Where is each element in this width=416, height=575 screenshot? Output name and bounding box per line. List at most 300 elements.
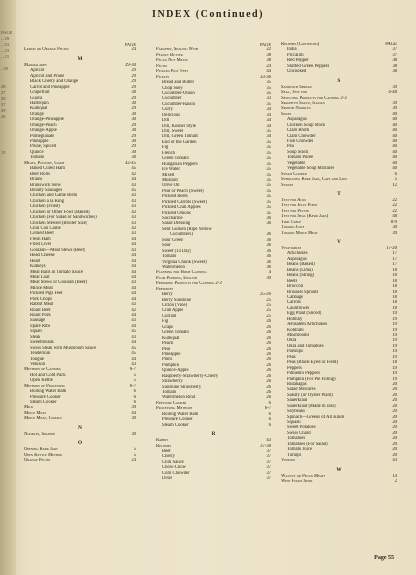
entry-label: Fresh Ham — [30, 236, 51, 242]
entry-label: Tomato Mince Meat — [281, 230, 318, 236]
entry-label: Pomegranate — [30, 133, 55, 139]
entry-label: Pea — [287, 144, 294, 150]
entry-page: 6 — [268, 400, 271, 406]
entry-page: 25-26 — [260, 292, 271, 298]
entry-page: 45 — [131, 345, 136, 351]
entry-page: 43 — [131, 220, 136, 226]
entry-page: 14 — [392, 473, 397, 479]
entry-page: 42 — [131, 171, 136, 177]
entry-label: Parsnips — [287, 349, 303, 355]
entry-label: French — [162, 150, 176, 156]
entry-page: 36 — [266, 248, 271, 254]
entry-label: Saccharine — [162, 216, 183, 221]
entry-page: 40 — [392, 139, 397, 144]
entry-label: Green Tomato — [162, 156, 189, 162]
entry-page: 25 — [266, 303, 271, 308]
entry-page: 29 — [131, 106, 136, 112]
entry-label: Fig — [162, 145, 169, 151]
entry-label: Brains — [30, 177, 43, 183]
entry-page: 44 — [131, 264, 136, 270]
entry-label: Apricot and Prune — [30, 73, 65, 79]
entry-page: 26 — [266, 373, 271, 379]
entry-page: 19 — [392, 343, 397, 349]
entry-label: Uncooked — [287, 69, 307, 75]
entry-page: 22 — [392, 197, 397, 203]
section-letter: S — [337, 77, 341, 84]
entry-label: Tomatoes — [287, 436, 306, 442]
entry-page: 44 — [266, 69, 271, 75]
entry-page: 33-36 — [260, 74, 271, 80]
entry-page: 30 — [131, 117, 136, 123]
entry-label: Peas (Black-Eyed or Field) — [287, 360, 338, 366]
entry-label: Venison — [30, 361, 46, 367]
entry-page: 18 — [392, 360, 397, 366]
entry-page: 35 — [266, 194, 271, 200]
entry-label: Swiss Steak with Mushroom Sauce — [30, 345, 97, 351]
entry-page: 35 — [266, 150, 271, 156]
entry-page: 17-20 — [386, 246, 397, 251]
entry-page: 6 — [133, 394, 136, 400]
entry-page: 29 — [131, 84, 136, 90]
entry-page: 37 — [266, 476, 271, 482]
entry-label: Methods of Processing — [24, 383, 66, 389]
entry-label: Heart — [30, 258, 41, 264]
entry-label: Beet — [162, 448, 171, 454]
entry-label: Tomato Juice — [287, 447, 313, 453]
entry-page: 37 — [266, 470, 271, 476]
entry-label: Vegetables — [281, 246, 302, 251]
entry-page: 44 — [131, 236, 136, 242]
entry-page: 29 — [131, 73, 136, 79]
entry-page: 45 — [131, 351, 136, 357]
entry-page: 12 — [392, 182, 397, 188]
entry-page: 20 — [392, 387, 397, 393]
entry-label: Methods of Canning — [24, 367, 62, 373]
entry-page: 35 — [266, 145, 271, 151]
entry-page: 36 — [266, 216, 271, 221]
entry-page: 37 — [392, 47, 397, 53]
entry-label: Vegetable Soup Mixtures — [287, 166, 335, 172]
index-column-middle — [156, 42, 271, 482]
entry-label: Orange-Pineapple — [30, 117, 64, 123]
entry-label: Red Pepper — [287, 58, 309, 64]
entry-page: 6-7 — [129, 367, 136, 373]
entry-page: 35 — [266, 85, 271, 91]
entry-label: Paraffin, Sealing With — [156, 47, 199, 53]
entry-label: Black Cherry and Orange — [30, 79, 79, 85]
entry-label: Kidneys — [30, 264, 46, 270]
page-title: INDEX (Continued) — [152, 9, 264, 20]
index-entry — [24, 458, 136, 463]
entry-page: 36 — [266, 254, 271, 260]
entry-label: Dill, Sweet — [162, 129, 184, 134]
entry-page: 35 — [266, 167, 271, 173]
index-entry — [281, 183, 397, 188]
entry-page: 26 — [266, 319, 271, 325]
entry-page: 18 — [392, 294, 397, 300]
entry-page: 38 — [392, 58, 397, 64]
entry-page: 22 — [392, 203, 397, 209]
entry-label: Mince Meat, Tomato — [24, 416, 62, 422]
entry-label: Apricot — [30, 68, 45, 74]
entry-label: Pickled Pigs' Feet — [156, 69, 189, 75]
entry-label: Rabbit Meat — [30, 302, 54, 308]
entry-label: Hungarian Peppers — [162, 161, 198, 167]
entry-page: 39 — [131, 416, 136, 422]
entry-label: Orange-Peach — [30, 122, 57, 128]
entry-page: 29 — [131, 133, 136, 139]
entry-label: Baked Cured Ham — [30, 166, 65, 172]
entry-page: 39 — [131, 405, 136, 411]
index-entry — [281, 458, 397, 463]
entry-label: Tomato — [30, 155, 45, 161]
entry-page: 34 — [266, 123, 271, 129]
entry-page: 24 — [131, 458, 136, 464]
entry-page: 29 — [131, 122, 136, 128]
entry-label: Tomato — [162, 390, 177, 395]
entry-label: Sweet Potatoes — [287, 425, 316, 431]
entry-page: 26 — [266, 384, 271, 390]
entry-page: 35 — [266, 139, 271, 145]
entry-page: 20 — [392, 414, 397, 420]
entry-page: 30 — [131, 111, 136, 117]
entry-label: Cucumbers) — [170, 232, 193, 238]
entry-label: Asparagus — [287, 117, 307, 123]
entry-page: 39 — [266, 275, 271, 281]
entry-page: 44 — [131, 296, 136, 302]
entry-page: 4-48 — [388, 90, 397, 96]
entry-page: 44 — [131, 177, 136, 183]
entry-page: 40 — [392, 149, 397, 155]
entry-page: 26 — [266, 368, 271, 374]
entry-page: 4 — [268, 270, 271, 276]
index-subentry — [156, 423, 271, 428]
facing-page-fragment: ...29 — [1, 36, 10, 41]
entry-label: Goulash—Meat Stews (Beef) — [30, 247, 86, 253]
entry-page: 26 — [266, 390, 271, 395]
entry-label: Head Cheese — [30, 253, 55, 259]
entry-label: Venison — [281, 458, 296, 464]
entry-label: Time Table — [281, 219, 302, 225]
section-letter: R — [211, 431, 216, 438]
entry-label: Berry — [162, 292, 173, 298]
entry-page: 36 — [266, 259, 271, 265]
entry-page: 37 — [392, 52, 397, 58]
entry-page: 44 — [131, 258, 136, 264]
entry-label: Relishes (Continued) — [281, 42, 320, 47]
entry-label: Sauerkraut (Made in Jars) — [287, 403, 336, 409]
entry-page: 6-7 — [129, 383, 136, 389]
entry-label: Asparagus — [287, 256, 307, 262]
entry-page: 17 — [392, 256, 397, 262]
entry-page: 20 — [392, 403, 397, 409]
entry-page: 26 — [266, 379, 271, 385]
entry-label: Spaghetti Sauce, Italian — [281, 100, 325, 106]
entry-page: 43 — [131, 226, 136, 231]
entry-label: Pineapple — [162, 351, 181, 357]
entry-label: Pear or Peach (Sweet) — [162, 188, 204, 194]
entry-label: Sweetbreads — [30, 340, 54, 346]
entry-label: Pumpkin — [162, 362, 179, 368]
entry-page: 30 — [131, 155, 136, 161]
facing-page-fragment: 28 — [1, 96, 6, 101]
entry-label: Plum Pudding, English — [156, 275, 198, 281]
entry-page: 44 — [131, 242, 136, 248]
entry-page: 20 — [392, 381, 397, 387]
entry-label: Preserves — [156, 286, 174, 292]
entry-page: 6-7 — [264, 406, 271, 412]
entry-page: 34 — [266, 118, 271, 124]
entry-label: Opening Kerr Jars — [24, 447, 58, 453]
index-entry — [281, 231, 397, 236]
entry-page: 20 — [392, 409, 397, 415]
entry-label: Brussels Sprouts — [287, 289, 319, 295]
entry-label: Watermelon Rind — [162, 395, 196, 401]
entry-page: 35 — [266, 101, 271, 107]
entry-page: 5 — [133, 452, 136, 458]
entry-label: Dixie — [162, 476, 173, 482]
entry-page: 44 — [131, 291, 136, 297]
entry-page: 6 — [268, 417, 271, 423]
entry-page: 35 — [266, 205, 271, 211]
entry-page: 19 — [392, 311, 397, 317]
entry-page: 34 — [266, 112, 271, 118]
entry-page: 43 — [131, 215, 136, 221]
entry-label: Fig — [162, 319, 169, 325]
entry-label: Chicken Soup Stock — [287, 122, 326, 128]
entry-page: 18 — [392, 305, 397, 311]
entry-page: 19 — [392, 327, 397, 333]
entry-label: Pumpkin (For Pie Filling) — [287, 376, 336, 382]
entry-label: Boiling Water Bath — [30, 389, 67, 395]
entry-page: 44 — [131, 253, 136, 259]
entry-label: Tenderloin — [30, 351, 51, 357]
entry-page: 29 — [131, 79, 136, 85]
section-letter: W — [336, 466, 342, 473]
entry-label: Pickled Carrots (Sweet) — [162, 199, 207, 205]
entry-label: Watermelon — [162, 264, 185, 270]
entry-page: 20 — [392, 398, 397, 404]
entry-label: Grape — [162, 324, 174, 330]
entry-page: 39 — [392, 106, 397, 112]
entry-page: 48 — [392, 214, 397, 220]
page-column-header: PAGE — [259, 42, 271, 47]
entry-label: Orange — [30, 111, 44, 117]
entry-page: 35 — [266, 129, 271, 134]
entry-label: Quince — [30, 149, 44, 155]
entry-page: 24 — [131, 47, 136, 53]
entry-label: Test for Acid — [281, 197, 306, 203]
entry-label: Walnut or Pecan Meats — [281, 473, 326, 479]
entry-label: Test for Pectin — [281, 208, 309, 214]
entry-page: 44 — [131, 274, 136, 280]
entry-page: 29 — [131, 95, 136, 101]
entry-page: 26 — [266, 341, 271, 347]
entry-page: 19 — [392, 349, 397, 355]
entry-page: 6 — [394, 171, 397, 177]
entry-label: End of the Garden — [162, 139, 197, 145]
entry-page: 5 — [394, 177, 397, 183]
entry-label: Mixed — [162, 172, 175, 178]
entry-label: Sausage — [30, 318, 46, 324]
index-entry — [24, 47, 136, 52]
entry-page: 5 — [133, 378, 136, 384]
entry-page: 43 — [266, 438, 271, 444]
facing-page-fragment: PAGE — [1, 30, 13, 35]
entry-label: Roast Pork — [30, 313, 51, 318]
entry-page: 40 — [392, 155, 397, 161]
entry-page: 18 — [392, 278, 397, 284]
entry-label: Artichokes — [287, 251, 308, 257]
entry-page: 25 — [266, 297, 271, 303]
entry-label: Pickled Onions — [162, 210, 191, 216]
entry-label: Carrot and Pineapple — [30, 84, 70, 90]
entry-page: 37 — [266, 454, 271, 460]
entry-page: 44 — [131, 356, 136, 362]
entry-label: Peanut Butter — [156, 52, 183, 58]
entry-label: Salad Dressing — [162, 221, 191, 227]
entry-page: 40 — [392, 117, 397, 123]
entry-label: Sterilizing Kerr Jars, Caps and Lids — [281, 177, 348, 183]
entry-label: Corn Chowder — [162, 470, 190, 476]
entry-label: India — [287, 47, 297, 53]
facing-page-fragment: 15 — [1, 150, 6, 155]
entry-label: Green Tomato — [162, 330, 189, 336]
entry-page: 35 — [266, 183, 271, 189]
entry-label: Steam Cooker — [30, 400, 57, 405]
entry-label: Fish Chowder — [287, 139, 314, 144]
entry-label: Beans (Baked) — [287, 262, 315, 268]
entry-page: 36 — [266, 237, 271, 243]
entry-page: 20 — [392, 441, 397, 447]
entry-label: Okra and Tomatoes — [287, 343, 324, 349]
entry-label: Salsify (or Oyster Plant) — [287, 392, 333, 398]
entry-page: 40 — [392, 160, 397, 166]
entry-page: PAGE — [385, 42, 397, 47]
entry-label: Currant — [162, 313, 177, 319]
entry-label: Cabbage — [287, 294, 304, 300]
entry-label: Clam Chowder — [287, 133, 316, 139]
entry-label: Sandwich Spread — [281, 84, 312, 90]
section-letter: M — [77, 55, 83, 62]
entry-label: Turnips — [287, 452, 302, 458]
entry-label: Cucumber-Raisin — [162, 101, 195, 107]
entry-page: 6 — [133, 400, 136, 405]
entry-label: Steam Cooker — [281, 171, 307, 177]
entry-page: 20 — [392, 436, 397, 442]
entry-label: Chop Suey — [162, 85, 183, 91]
entry-page: 5 — [133, 372, 136, 378]
entry-label: Jerusalem Artichokes — [287, 322, 328, 328]
entry-label: Test for Seal (Kerr Jars) — [281, 214, 329, 220]
entry-page: 17 — [392, 262, 397, 268]
entry-label: Senf Gurken (Ripe Yellow — [162, 226, 212, 232]
facing-page-fragment: 37 — [1, 102, 6, 107]
entry-label: Cucumber — [162, 96, 182, 102]
entry-page: 26 — [266, 362, 271, 368]
section-letter: N — [78, 424, 82, 431]
entry-page: 35 — [266, 188, 271, 194]
entry-page: 37 — [266, 448, 271, 454]
index-entry — [281, 479, 397, 484]
entry-label: Egg Plant (Sliced) — [287, 311, 322, 317]
entry-page: 20 — [392, 452, 397, 458]
index-subentry — [281, 69, 397, 74]
entry-label: Chicken or Other Fowl (Baked) — [30, 209, 90, 215]
entry-page: 37-38 — [260, 443, 271, 449]
entry-page: 29 — [131, 68, 136, 74]
entry-label: Squab — [30, 329, 42, 335]
entry-page: 18 — [392, 289, 397, 295]
entry-page: 43 — [131, 334, 136, 340]
entry-page: 20 — [392, 420, 397, 425]
entry-page: 38 — [392, 63, 397, 69]
entry-label: Meat Loaf — [30, 274, 50, 280]
entry-page: 20 — [392, 430, 397, 436]
entry-page: 26 — [266, 330, 271, 336]
entry-label: Guava — [30, 95, 43, 101]
entry-page: 42-45 — [125, 160, 136, 166]
entry-page: 43 — [131, 280, 136, 286]
entry-label: Steak — [30, 334, 41, 340]
entry-label: Spare Ribs — [30, 323, 51, 329]
entry-label: Tongue — [30, 356, 44, 362]
entry-label: Orange-Apple — [30, 128, 57, 134]
entry-page: 45 — [131, 166, 136, 172]
entry-label: Relishes — [156, 443, 172, 449]
entry-page: 38 — [392, 69, 397, 75]
entry-page: 30 — [131, 128, 136, 134]
entry-page: 43 — [131, 193, 136, 199]
entry-label: Crab Apple — [162, 308, 184, 314]
entry-page: 25 — [266, 313, 271, 319]
entry-label: Marmalades — [24, 62, 47, 68]
facing-page-fragment: ...15 — [1, 54, 10, 59]
entry-label: Tomatoes (For Salad) — [287, 441, 328, 447]
entry-label: Carrots — [287, 300, 301, 306]
entry-label: Lemon or Orange Pectin — [24, 47, 69, 53]
entry-label: Corned Beef — [30, 231, 54, 237]
entry-label: Whit Foods Spoil — [281, 478, 313, 484]
entry-page: 44 — [131, 410, 136, 416]
entry-label: Squash — [287, 420, 301, 425]
entry-label: Dill, Green Tomato — [162, 134, 199, 140]
entry-page: 44 — [131, 340, 136, 346]
entry-label: Seal, Test for — [281, 90, 307, 96]
entry-label: Kumquat — [30, 106, 48, 112]
entry-label: Salad Mixtures — [287, 387, 316, 393]
entry-page: 44 — [131, 269, 136, 275]
entry-label: Sweet (14 Day) — [162, 248, 192, 254]
entry-page: 36 — [266, 243, 271, 249]
entry-page: 19 — [392, 371, 397, 377]
index-column-right — [281, 42, 397, 484]
entry-page: 44 — [131, 323, 136, 329]
entry-label: Olive Oil — [162, 183, 180, 189]
entry-label: Mince Meat — [30, 285, 53, 291]
entry-label: Pressure Cooker — [162, 417, 193, 423]
index-entry — [24, 432, 136, 437]
entry-page: 40 — [392, 144, 397, 150]
index-column-left — [24, 42, 136, 464]
entry-page: 30 — [131, 90, 136, 96]
entry-label: Hot and Cold Pack — [30, 372, 66, 378]
entry-page: 19 — [392, 316, 397, 322]
page-column-header: PAGE — [124, 42, 136, 47]
facing-page-edge — [0, 0, 16, 575]
entry-label: Hominy — [287, 316, 303, 322]
entry-label: Steam Cooker — [162, 422, 189, 428]
